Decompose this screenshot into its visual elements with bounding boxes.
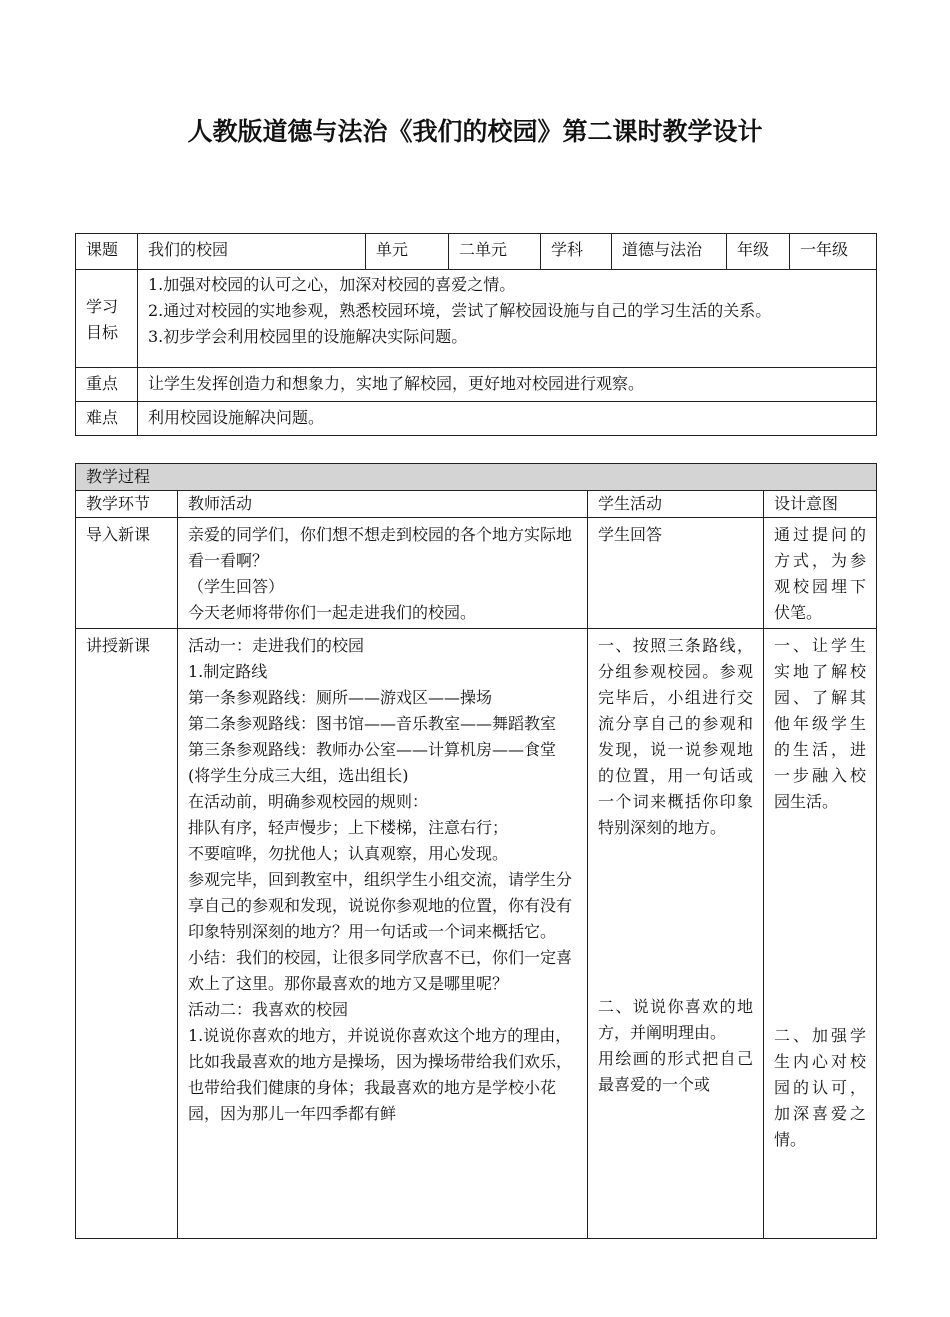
goals-label: 学习 目标 xyxy=(76,270,138,368)
teach-stage: 讲授新课 xyxy=(76,629,178,1239)
goal-item: 1.加强对校园的认可之心，加深对校园的喜爱之情。 xyxy=(148,275,516,294)
grade-label: 年级 xyxy=(727,234,790,270)
process-table xyxy=(75,463,877,1239)
intro-stage: 导入新课 xyxy=(76,518,178,629)
key-row xyxy=(76,368,877,402)
intro-intent: 通过提问的方式，为参观校园埋下伏笔。 xyxy=(764,518,877,629)
teach-student: 一、按照三条路线，分组参观校园。参观完毕后，小组进行交流分享自己的参观和发现，说一说参观地的位置，用一句话或一个词来概括你印象特别深刻的地方。 二、说说你喜欢的地方，并阐明理由。 用绘画的形式把自己最喜爱的一个或 xyxy=(588,629,764,1239)
teach-intent: 一、让学生实地了解校园、了解其他年级学生的生活，进一步融入校园生活。 二、加强学生内心对校园的认可，加深喜爱之情。 xyxy=(764,629,877,1239)
goals-content xyxy=(138,270,877,368)
goals-row xyxy=(76,270,877,368)
process-header-row xyxy=(76,464,877,491)
goal-item: 2.通过对校园的实地参观，熟悉校园环境，尝试了解校园设施与自己的学习生活的关系。 xyxy=(148,301,772,320)
difficulty-value: 利用校园设施解决问题。 xyxy=(138,402,877,436)
info-table xyxy=(75,233,877,436)
column-header-row xyxy=(76,491,877,518)
teach-teacher: 活动一：走进我们的校园 1.制定路线 第一条参观路线：厕所——游戏区——操场 第二条参观路线：图书馆——音乐教室——舞蹈教室 第三条参观路线：教师办公室——计算机房——食堂 (将学生分成三大组，选出组长) 在活动前，明确参观校园的规则： 排队有序，轻声慢步；上下楼梯，注意右行； 不要喧哗，勿扰他人；认真观察，用心发现。 参观完毕，回到教室中，组织学生小组交流，请学生分享自己的参观和发现，说说你参观地的位置，你有没有印象特别深刻的地方？用一句话或一个词来概括它。 小结：我们的校园，让很多同学欣喜不已，你们一定喜欢上了这里。那你最喜欢的地方又是哪里呢？ 活动二：我喜欢的校园 1.说说你喜欢的地方，并说说你喜欢这个地方的理由，比如我最喜欢的地方是操场，因为操场带给我们欢乐，也带给我们健康的身体；我最喜欢的地方是学校小花园，因为那儿一年四季都有鲜 xyxy=(178,629,588,1239)
goal-item: 3.初步学会利用校园里的设施解决实际问题。 xyxy=(148,327,468,346)
topic-label: 课题 xyxy=(76,234,138,270)
page-title: 人教版道德与法治《我们的校园》第二课时教学设计 xyxy=(187,117,763,146)
col-intent: 设计意图 xyxy=(764,491,877,518)
intro-student: 学生回答 xyxy=(588,518,764,629)
subject-label: 学科 xyxy=(541,234,612,270)
col-student: 学生活动 xyxy=(588,491,764,518)
subject-value: 道德与法治 xyxy=(612,234,727,270)
topic-row xyxy=(76,234,877,270)
unit-label: 单元 xyxy=(366,234,449,270)
difficulty-row xyxy=(76,402,877,436)
unit-value: 二单元 xyxy=(449,234,541,270)
intro-teacher: 亲爱的同学们，你们想不想走到校园的各个地方实际地看一看啊？ （学生回答） 今天老师将带你们一起走进我们的校园。 xyxy=(178,518,588,629)
process-header: 教学过程 xyxy=(76,464,877,491)
intro-row xyxy=(76,518,877,629)
grade-value: 一年级 xyxy=(790,234,877,270)
key-value: 让学生发挥创造力和想象力，实地了解校园，更好地对校园进行观察。 xyxy=(138,368,877,402)
col-teacher: 教师活动 xyxy=(178,491,588,518)
teach-row xyxy=(76,629,877,1239)
col-stage: 教学环节 xyxy=(76,491,178,518)
difficulty-label: 难点 xyxy=(76,402,138,436)
key-label: 重点 xyxy=(76,368,138,402)
topic-value: 我们的校园 xyxy=(138,234,366,270)
